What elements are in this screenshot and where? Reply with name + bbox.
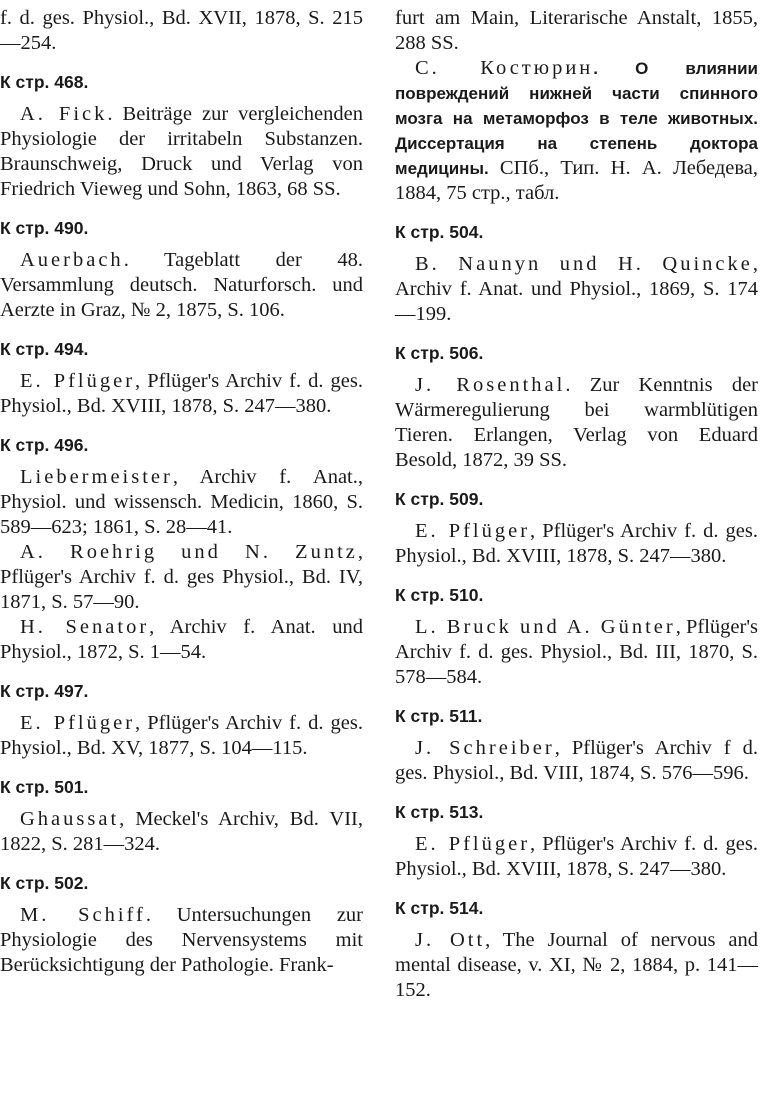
- section-514: [395, 896, 758, 1003]
- left-column: [0, 6, 363, 984]
- reference-entry: [0, 807, 363, 857]
- reference-text: , Archiv f. Anat., Physiol. und wissensch. Medicin, 1860, S. 589—623; 1861, S. 28—41.: [0, 466, 363, 538]
- author-name: Ghaussat: [20, 808, 120, 830]
- section-heading: К стр. 496.: [0, 435, 89, 455]
- author-name: J. Rosenthal: [415, 374, 566, 396]
- reference-text: , Pflüger's Archiv f. d. ges. Physiol., Bd. XVIII, 1878, S. 247—380.: [0, 370, 363, 417]
- section-468: [0, 70, 363, 202]
- author-name: E. Pflüger: [20, 712, 136, 734]
- reference-text: , Archiv f. Anat. und Physiol., 1869, S. 174—199.: [395, 253, 758, 325]
- reference-entry: [0, 248, 363, 323]
- reference-entry: [395, 373, 758, 473]
- section-heading: К стр. 497.: [0, 681, 89, 701]
- reference-entry: [0, 465, 363, 540]
- author-name: Auerbach: [20, 249, 124, 271]
- author-name: E. Pflüger: [20, 370, 136, 392]
- continued-text: furt am Main, Literarische Anstalt, 1855, 288 SS.: [395, 7, 758, 54]
- reference-entry: [395, 736, 758, 786]
- author-name: С. Костюрин: [415, 57, 594, 79]
- reference-text: . Tageblatt der 48. Versammlung deutsch. Naturforsch. und Aerzte in Graz, № 2, 1875, S. 106.: [0, 249, 363, 321]
- right-column: [395, 6, 758, 1009]
- section-497: [0, 679, 363, 761]
- section-513: [395, 800, 758, 882]
- reference-text: , The Journal of nervous and mental disease, v. XI, № 2, 1884, p. 141—152.: [395, 929, 758, 1001]
- reference-text: , Meckel's Archiv, Bd. VII, 1822, S. 281—324.: [0, 808, 363, 855]
- author-name: E. Pflüger: [415, 520, 531, 542]
- author-name: J. Schreiber: [415, 737, 555, 759]
- reference-text: , Pflüger's Archiv f. d. ges. Physiol., Bd. XV, 1877, S. 104—115.: [0, 712, 363, 759]
- reference-entry: [395, 519, 758, 569]
- reference-text: . Zur Kenntnis der Wärmeregulierung bei warmblütigen Tieren. Erlangen, Verlag von Eduard Besold, 1872, 39 SS.: [395, 374, 759, 471]
- reference-text: , Pflüger's Archiv f. d. ges. Physiol., Bd. III, 1870, S. 578—584.: [395, 616, 759, 688]
- section-heading: К стр. 490.: [0, 218, 89, 238]
- section-heading: К стр. 509.: [395, 489, 484, 509]
- author-name: E. Pflüger: [415, 833, 531, 855]
- reference-entry: [395, 928, 758, 1003]
- section-494: [0, 337, 363, 419]
- reference-entry: [0, 711, 363, 761]
- section-heading: К стр. 502.: [0, 873, 89, 893]
- continued-text: f. d. ges. Physiol., Bd. XVII, 1878, S. 215—254.: [0, 7, 363, 54]
- reference-imprint: СПб., Тип. Н. А. Лебедева, 1884, 75 стр., табл.: [395, 157, 758, 204]
- reference-entry: [0, 369, 363, 419]
- reference-entry-kostyurin: [395, 56, 758, 206]
- section-heading: К стр. 494.: [0, 339, 89, 359]
- reference-entry: [395, 832, 758, 882]
- section-504: [395, 220, 758, 327]
- section-heading: К стр. 468.: [0, 72, 89, 92]
- author-name: H. Senator: [20, 616, 150, 638]
- author-name: A. Fick: [20, 103, 108, 125]
- author-name: B. Naunyn und H. Quincke: [415, 253, 753, 275]
- section-509: [395, 487, 758, 569]
- section-heading: К стр. 506.: [395, 343, 484, 363]
- reference-text: , Pflüger's Archiv f. d. ges Physiol., Bd. IV, 1871, S. 57—90.: [0, 541, 363, 613]
- reference-title: . О влиянии повреждений нижней части спинного мозга на метаморфоз в теле животных. Диссертация на степень доктора медицины.: [395, 59, 758, 178]
- reference-text: . Beiträge zur vergleichenden Physiologie der irritabeln Substanzen. Braunschweig, Druck und Verlag von Friedrich Vieweg und Sohn, 1863, 68 SS.: [0, 103, 363, 200]
- section-heading: К стр. 504.: [395, 222, 484, 242]
- reference-entry: [0, 102, 363, 202]
- reference-entry: [0, 540, 363, 615]
- author-name: A. Roehrig und N. Zuntz: [20, 541, 358, 563]
- reference-text: , Pflüger's Archiv f. d. ges. Physiol., Bd. XVIII, 1878, S. 247—380.: [395, 833, 758, 880]
- reference-entry: [0, 903, 363, 978]
- author-name: M. Schiff: [20, 904, 146, 926]
- section-506: [395, 341, 758, 473]
- section-496: [0, 433, 363, 665]
- section-511: [395, 704, 758, 786]
- reference-entry: [395, 615, 758, 690]
- reference-entry: [395, 252, 758, 327]
- section-502: [0, 871, 363, 978]
- section-510: [395, 583, 758, 690]
- section-501: [0, 775, 363, 857]
- reference-text: , Archiv f. Anat. und Physiol., 1872, S. 1—54.: [0, 616, 363, 663]
- author-name: J. Ott: [415, 929, 486, 951]
- reference-text: . Untersuchungen zur Physiologie des Nervensystems mit Berücksichtigung der Pathologie. Frank-: [0, 904, 363, 976]
- section-heading: К стр. 501.: [0, 777, 89, 797]
- section-heading: К стр. 513.: [395, 802, 484, 822]
- reference-text: , Pflüger's Archiv f d. ges. Physiol., Bd. VIII, 1874, S. 576—596.: [395, 737, 758, 784]
- section-490: [0, 216, 363, 323]
- author-name: L. Bruck und A. Günter: [415, 616, 676, 638]
- section-heading: К стр. 511.: [395, 706, 483, 726]
- section-heading: К стр. 510.: [395, 585, 484, 605]
- section-heading: К стр. 514.: [395, 898, 484, 918]
- reference-entry: [0, 615, 363, 665]
- reference-text: , Pflüger's Archiv f. d. ges. Physiol., Bd. XVIII, 1878, S. 247—380.: [395, 520, 758, 567]
- author-name: Liebermeister: [20, 466, 173, 488]
